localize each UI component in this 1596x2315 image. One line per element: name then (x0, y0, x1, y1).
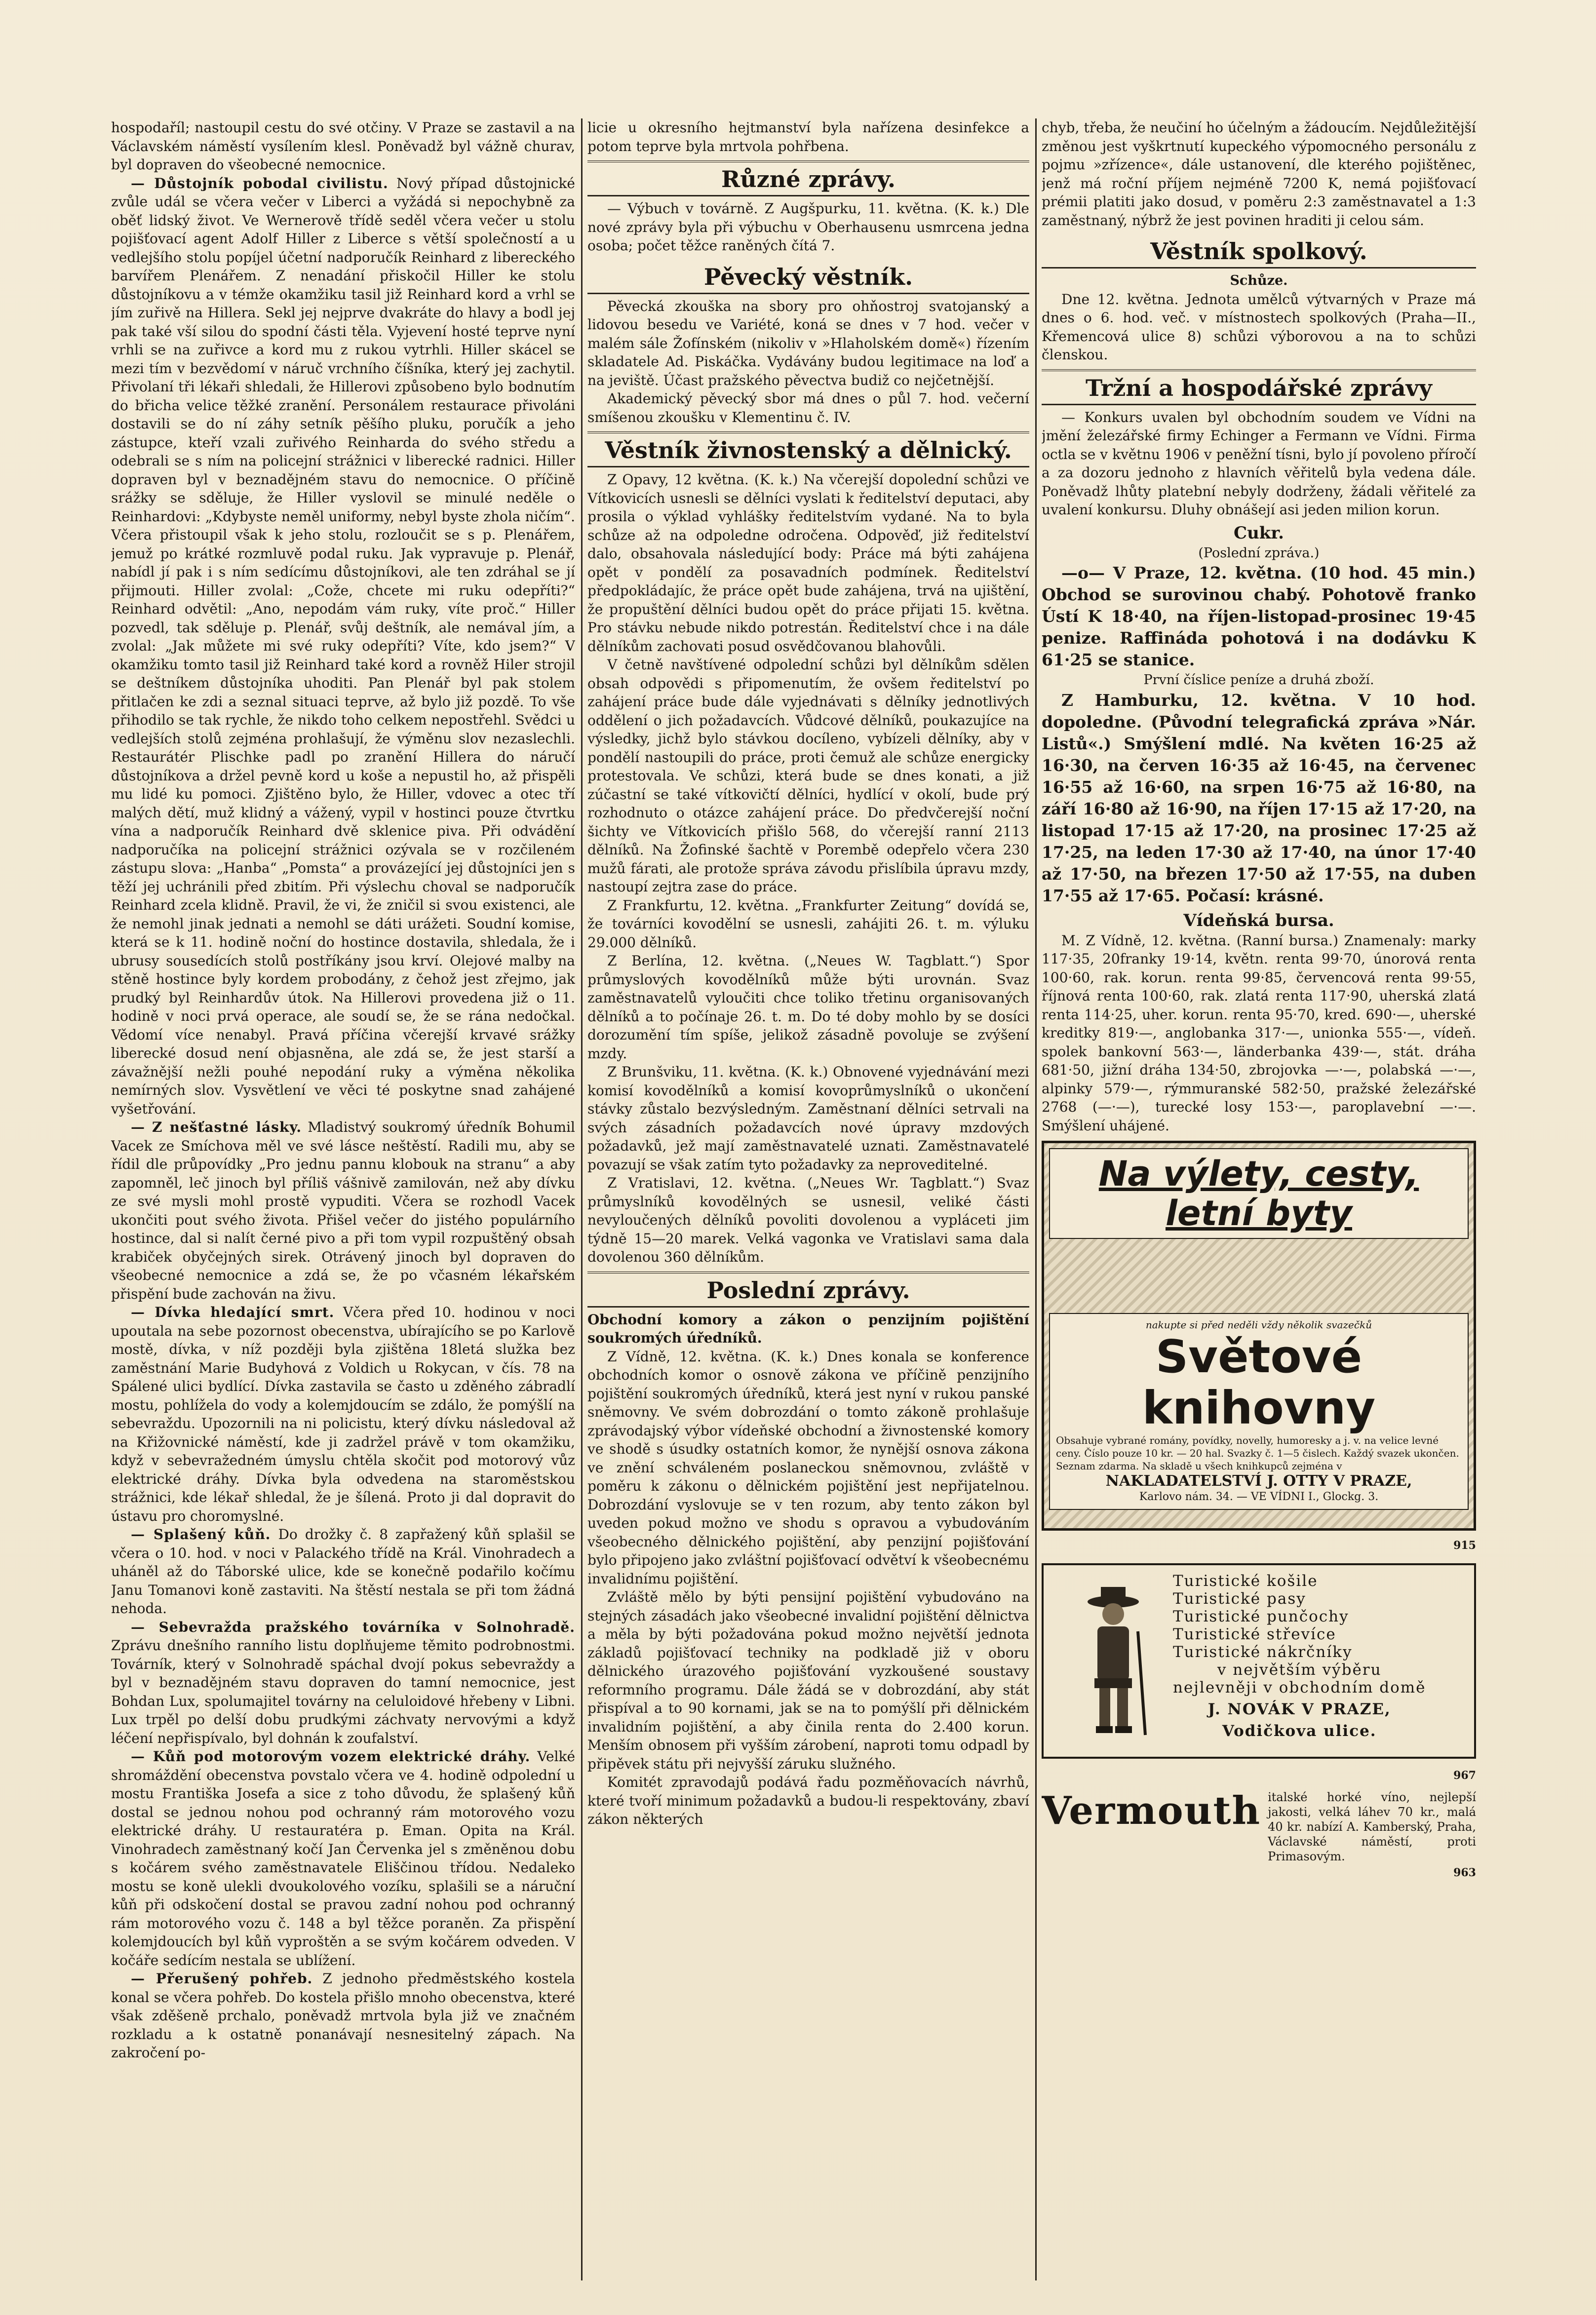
article-horse-under-tram: — Kůň pod motorovým vozem elektrické dráhy. Velké shromáždění obecenstva povstalo včera ve 4. hodině odpolední u mostu Františka Josefa a sice z toho důvodu, že splašený kůň dostal se jednou nohou pod ochranný rám motorového vozu elektrické dráhy. U restauratéra p. Eman. Opita na Král. Vinohradech zaměstnaný kočí Jan Červenka jel s změněnou dobu s kočárem svého zaměstnavatele Eliščinou třídou. Nedaleko mostu se koně ulekli dvoukolového vozíku, splašili se a náruční kůň při odskočení dostal se pravou zadní nohou pod ochranný rám motorového vozu č. 148 a byl těžce poraněn. Za přispění kolemjdoucích byl kůň vyproštěn a se svým kočárem odveden. V kočáře sedícím nestala se ublížení. (111, 1748, 575, 1968)
section-title-last-news: Poslední zprávy. (587, 1272, 1029, 1308)
ad-vermouth-brand: Vermouth (1042, 1788, 1261, 1833)
ad-vermouth-text: italské horké víno, nejlepší jakosti, velká láhev 70 kr., malá 40 kr. nabízí A. Kamberský, Praha, Václavské náměstí, proti Primasovým. (1268, 1790, 1476, 1863)
sugar-subtitle: (Poslední zpráva.) (1198, 545, 1320, 561)
tourist-line: Turistické košile (1173, 1572, 1318, 1590)
intro-paragraph: hospodaříl; nastoupil cestu do své otčiny. V Praze se zastavil a na Václavském náměstí vysílením klesl. Poněvadž byl vážně churav, byl dopraven do všeobecné nemocnice. (111, 119, 575, 173)
singing-notice-2: Akademický pěvecký sbor má dnes o půl 7. hod. večerní smíšenou zkoušku v Klementinu č. IV. (587, 390, 1029, 425)
article-factory-explosion: — Výbuch v továrně. Z Augšpurku, 11. května. (K. k.) Dle nové zprávy byla při výbuchu v Oberhausenu usmrcena jedna osoba; počet těžce raněných čítá 7. (587, 200, 1029, 254)
column-rule-2 (1035, 118, 1037, 2280)
article-unhappy-love: — Z nešťastné lásky. Mladistvý soukromý úředník Bohumil Vacek ze Smíchova měl ve své lásce neštěstí. Radili mu, aby se řídil dle průpovídky „Pro jednu pannu klobouk na stranu“ a aby zapomněl, leč jinoch byl příliš vášnivě zamilován, než aby dívku ze své mysli mohl prostě vypuditi. Včera se rozhodl Vacek ukončiti pout svého života. Přišel večer do jistého populárního hostince, dal si nalít černé pivo a při tom vypil rozpuštěný obsah krabiček obyčejných sirek. Otrávený jinoch byl dopraven do všeobecné nemocnice a zdá se, že po včasném lékařském přispění bude zachován na živu. (111, 1119, 575, 1302)
ad-brand-world-library: Světové knihovny (1142, 1330, 1376, 1434)
section-title-associations: Věstník spolkový. (1042, 234, 1476, 269)
trade-opava: Z Opavy, 12 května. (K. k.) Na včerejší dopolední schůzi ve Vítkovicích usnesli se dělníci vyslati k ředitelství deputaci, aby prosila o výklad vyhlášky ředitelstvím vydané. Na to byla schůze až na odpoledne odročena. Odpověď, již ředitelství dalo, obsahovala následující body: Práce má býti zahájena opět v pondělí za posavadních podmínek. Ředitelství předpokládajíc, že práce opět bude zahájena, trvá na ujištění, že propuštění dělníci budou opět do práce přijati 15. května. Pro stávku nebude nikdo potrestán. Ředitelství chce i na dále dělníkům zachovati posud osvědčovanou blahovůli. (587, 471, 1029, 655)
bourse-title: Vídeňská bursa. (1183, 910, 1334, 930)
sugar-hamburg: Z Hamburku, 12. května. V 10 hod. dopoledne. (Původní telegrafická zpráva »Nár. Listů«.) Smýšlení mdlé. Na květen 16·25 až 16·30, na červen 16·35 až 16·45, na červenec 16·55 až 16·60, na srpen 16·75 až 16·80, na září 16·80 až 16·90, na říjen 17·15 až 17·20, na listopad 17·15 až 17·20, na prosinec 17·25 až 17·25, na leden 17·30 až 17·40, na únor 17·40 až 17·50, na březen 17·50 až 17·55, na duben 17·55 až 17·65. Počasí: krásné. (1042, 690, 1476, 905)
ad-world-library-body (1049, 1313, 1469, 1510)
column-3 (1042, 118, 1476, 2280)
bourse-report: M. Z Vídně, 12. května. (Ranní bursa.) Znamenaly: marky 117·35, 20franky 19·14, květn. renta 99·70, únorová renta 100·60, rak. korun. renta 99·85, červencová renta 99·55, říjnová renta 100·60, rak. zlatá renta 117·90, uherská zlatá renta 114·25, uher. korun. renta 95·70, kred. 690·—, uherské kreditky 819·—, anglobanka 317·—, unionka 555·—, vídeň. spolek bankovní 563·—, länderbanka 439·—, stát. dráha 681·50, jižní dráha 134·50, zbrojovka —·—, polabská —·—, alpinky 579·—, rýmmuranské 582·50, pražské železářské 2768 (—·—), turecké losy 153·—, paroplavební —·—. Smýšlení uhájené. (1042, 932, 1476, 1134)
ad-number-967: 967 (1453, 1769, 1476, 1782)
article-officer-stabbing: — Důstojník pobodal civilistu. Nový případ důstojnické zvůle udál se včera večer v Liberci a vyžádá si nepochybně za oběť lidský život. Ve Wernerově třídě seděl včera večer u stolu pojišťovací agent Adolf Hiller z Liberce s větší společností a u vedlejšího stolu popíjel účetní nadporučík Reinhard z libereckého barvířem Plenářem. Z nenadání přiskočil Hiller ke stolu důstojníkovu a v témže okamžiku tasil již Reinhard kord a vrhl se jím zuřivě na Hillera. Sekl jej nejprve dvakráte do hlavy a bodl jej pak také vší silou do spodní části těla. Vyjevení hosté teprve nyní vrhli se na zuřivce a kord mu z rukou vytrhli. Hiller skácel se mezi tím v bezvědomí v náruč vrchního číšníka, který jej zachytil. Přivolaní tři lékaři shledali, že Hillerovi způsobeno bylo bodnutím do břicha velice těžké zranění. Personálem restaurace přivoláni dostavili se do ní záhy setník pěšího pluku, poručík a jeho zástupce, kteří vzali zuřivého Reinharda do svého středu a odebrali se s ním na policejní strážnici v liberecké radnici. Hiller dopraven byl v beznadějném stavu do nemocnice. O příčině srážky se sděluje, že Hiller vyslovil se minulé neděle o Reinhardovi: „Kdybyste neměl uniformy, nebyl byste zhola ničím“. Včera přistoupil však k jeho stolu, rozloučit se s p. Plenářem, jemuž po krátké rozmluvě podal ruku. Jak vypravuje p. Plenář, nabídl jí pak i s ním sedícímu důstojníkovi, ale ten zdráhal se jí přijmouti. Hiller zvolal: „Cože, chcete mi ruku odepříti?“ Reinhard odvětil: „Ano, nepodám vám ruky, víte proč.“ Hiller pozvedl, tak sděluje p. Plenář, svůj deštník, ale nemával jím, a zvolal: „Jak můžete mi své ruky odepříti? Víte, kdo jsem?“ V okamžiku tomto tasil již Reinhard také kord a rovněž Hiler strojil se deštníkem důstojníka uhoditi. Pan Plenář byl pak stolem přitlačen ke zdi a seznal situaci teprve, až bylo již pozdě. To vše přihodilo se tak rychle, že nikdo toho celkem nepostřehl. Svědci u vedlejších stolů zejména prohlašují, že výměnu slov nezaslechli. Restaurátér Plischke padl po zranění Hillera do náručí důstojníkova a držel pevně kord u koše a nepustil ho, až přispěli mu lidé ku pomoci. Zjištěno bylo, že Hiller, vdovec a otec tří malých dětí, muž klidný a vážený, vypil v hostinci pouze čtvrtku vína a nadporučík Reinhard dvě sklenice piva. Při odvádění nadporučíka na policejní strážnici ozývala se v rozčileném zástupu slova: „Hanba“ „Pomsta“ a provázející jej důstojníci jen s těží jej uchránili před zbitím. Při výslechu choval se nadporučík Reinhard zcela klidně. Pravil, že vi, že zničil si svou existenci, ale že nemohl jinak jednati a nemohl se dáti urážeti. Soudní komise, která se k 11. hodině noční do hostince dostavila, shledala, že i ubrusy sousedících stolů postříkány jsou krví. Olejové malby na stěně hostince byly kordem probodány, z čehož jest zřejmo, jak prudký byl Reinhardův útok. Na Hillerovi provedena již o 11. hodině v noci prvá operace, ale soudí se, že se rána nedočkal. Vědomí více nenabyl. Pravá příčina včerejší krvavé srážky liberecké dosud není objasněna, ale zdá se, že jest starší a závažnější nežli pouhé nepodání ruky a výměna několika nemírných slov. Vysvětlení ve věci té poskytne snad zahájené vyšetřování. (111, 175, 575, 1117)
tourist-shop-street: Vodičkova ulice. (1222, 1722, 1377, 1740)
ad-address: Karlovo nám. 34. — VE VÍDNI I., Glockg. 3. (1139, 1491, 1379, 1503)
section-title-trade: Věstník živnostenský a dělnický. (587, 431, 1029, 467)
ad-world-library-header (1049, 1148, 1469, 1239)
article-interrupted-funeral: — Přerušený pohřeb. Z jednoho předměstského kostela konal se včera pohřeb. Do kostela přišlo mnoho obecenstva, které však zděšeně prchalo, poněvadž mrtvola byla již ve značném rozkladu a k ostatně ponanávají nesnesitelný zápach. Na zakročení po- (111, 1970, 575, 2061)
column-1 (111, 118, 575, 2280)
ad-publisher: NAKLADATELSTVÍ J. OTTY V PRAZE, (1105, 1472, 1412, 1490)
ad-tourist-text (1173, 1572, 1426, 1750)
ad-title-trips: Na výlety, cesty, letní byty (1098, 1154, 1419, 1234)
tourist-line: Turistické nákrčníky (1173, 1643, 1353, 1661)
continued-text: licie u okresního hejtmanství byla nařízena desinfekce a potom teprve byla mrtvola pohřbena. (587, 119, 1029, 154)
hiker-illustration-icon (1059, 1582, 1158, 1740)
column-2 (587, 118, 1029, 2280)
ad-number-963: 963 (1453, 1866, 1476, 1879)
trade-brunswick: Z Brunšviku, 11. května. (K. k.) Obnovené vyjednávání mezi komisí kovodělníků a komisí kovoprůmyslníků o ukončení stávky zůstalo bezvýsledným. Zaměstnaní dělníci setrvali na svých zásadních požadavcích nové úpravy mzdových požadavků, jež mají zaměstnavatelé uznati. Zaměstnavatelé povazují se však zatím tyto požadavky za neproveditelné. (587, 1064, 1029, 1173)
section-title-singing: Pěvecký věstník. (587, 260, 1029, 294)
sugar-title: Cukr. (1234, 523, 1284, 543)
last-news-2: Zvláště mělo by býti pensijní pojištění vybudováno na stejných zásadách jako všeobecné invalidní pojištění dělnictva a měla by býti požadována pokud možno největší jednota základů pojišťovací techniky na podkladě již v oboru dělnického úrazového pojišťování vyzkoušené soustavy reformního programu. Dále žádá se v dobrozdání, aby stát přispíval a to 90 kornami, jak se na to pomýšlí při dělnickém invalidním pojištění, a aby činila renta do 2.400 korun. Menším obnosem při vyšším zárobení, naproti tomu odpadl by připěvek státu při nejvyšší záruku služného. (587, 1589, 1029, 1772)
singing-notice-1: Pěvecká zkouška na sbory pro ohňostroj svatojanský a lidovou besedu ve Variété, koná se dnes v 7 hod. večer v malém sále Žofínském (nikoliv v »Hlaholském domě«) řízením skladatele Ad. Piskáčka. Vydávány budou legitimace na loď a na jeviště. Účast pražského pěvectva budiž co nejčetnější. (587, 298, 1029, 388)
ad-tourist-goods (1042, 1563, 1476, 1759)
article-manufacturer-suicide: — Sebevražda pražského továrníka v Solnohradě. Zprávu dnešního ranního listu doplňujeme těmito podrobnostmi. Továrník, který v Solnohradě spáchal dvojí pokus sebevraždy a byl v beznadějném stavu dopraven do tamní nemocnice, jest Bohdan Lux, spolumajitel továrny na celuloidové hřebeny v Libni. Lux trpěl po delší dobu prudkými záchvaty nervovými a když léčení nepřispívalo, byl dohnán k zoufalství. (111, 1619, 575, 1746)
tourist-line: Turistické střevíce (1173, 1625, 1336, 1643)
article-runaway-horse: — Splašený kůň. Do drožky č. 8 zapřažený kůň splašil se včera o 10. hod. v noci v Palackého třídě na Král. Vinohradech a uháněl až do Táborské ulice, kde se konečně podařilo kočímu Janu Tomanovi koně zastaviti. Na štěstí nestala se při tom žádná nehoda. (111, 1526, 575, 1617)
associations-subtitle: Schůze. (1230, 273, 1288, 288)
article-girl-seeking-death: — Dívka hledající smrt. Včera před 10. hodinou v noci upoutala na sebe pozornost obecenstva, ubírajícího se po Karlově mostě, dívka, v níž později byla zjištěna 18letá služka bez zaměstnání Marie Budyhová z Voldich u Rokycan, v čís. 78 na Spálené ulici bydlící. Dívka zastavila se často u zděného zábradlí mostu, pohlížela do vody a kolemjdoucím se zdálo, že pomýšlí na sebevraždu. Upozornili na ni policistu, který dívku následoval až na Křižovnické náměstí, kde ji zadržel právě v tom okamžiku, když v sebevražedném úmyslu chtěla skočit pod motorový vůz elektrické dráhy. Dívka byla odvedena na staroměstskou strážnici, kde lékař shledal, že je šílená. Proto ji dal dopravit do ústavu pro choromyslné. (111, 1304, 575, 1524)
section-title-market: Tržní a hospodářské zprávy (1042, 369, 1476, 405)
trade-frankfurt: Z Frankfurtu, 12. května. „Frankfurter Zeitung“ dovídá se, že továrníci kovodělní se usnesli, zahájiti 26. t. m. výluku 29.000 dělníků. (587, 897, 1029, 951)
tourist-line: nejlevněji v obchodním domě (1173, 1678, 1426, 1697)
tourist-line: Turistické punčochy (1173, 1607, 1349, 1625)
trade-berlin: Z Berlína, 12. května. („Neues W. Tagblatt.“) Spor průmyslových kovodělníků může býti urovnán. Svaz zaměstnavatelů vyloučiti chce toliko třetinu organisovaných dělníků a to počínaje 26. t. m. Do té doby mohlo by se dosíci dorozumění tím spíše, jelikož zásadně povoluje se zvýšení mzdy. (587, 953, 1029, 1062)
last-news-1: Z Vídně, 12. května. (K. k.) Dnes konala se konference obchodních komor o osnově zákona ve příčině penzijního pojištění soukromých úředníků, která jest nyní v rukou panské sněmovny. Ve svém dobrozdání o tomto zákoně prohlašuje zprávodajský výbor vídeňské obchodní a živnostenské komory ve shodě s úsudky ostatních komor, že nynější osnova zákona ve znění schváleném poslaneckou sněmovnou, zvláště v poměru k zákonu o dělnickém pojištění jest nepřijatelnou. Dobrozdání vyslovuje se v ten rozum, aby tento zákon byl uveden pokud možno ve shodu s opravou a vybudováním všeobecného dělnického pojištění, aby penzijní pojišťování bylo připojeno jako zvláštní pojišťovací odvětví k všeobecnému invalidnímu pojištění. (587, 1348, 1029, 1587)
tourist-figure-icon (1051, 1572, 1165, 1750)
tourist-line: Turistické pasy (1173, 1589, 1306, 1608)
section-title-various-news: Různé zprávy. (587, 160, 1029, 196)
trade-opava-2: V četně navštívené odpolední schůzi byl dělníkům sdělen obsah odpovědi s připomenutím, že ovšem ředitelství po zahájení práce bude dále vyjednávati s dělníky jednotlivých oddělení o jich požadavcích. Vůdcové dělníků, poukazujíce na výsledky, jichž bylo stávkou docíleno, vybízeli dělníky, aby v pondělí nastoupili do práce, proti čemuž ale schůze energicky protestovala. Ve schůzi, která bude se dnes konati, a již zúčastní se také vítkovičtí dělníci, hydlící v okolí, bude prý rozhodnuto o otázce zahájení práce. Do předvčerejší noční šichty ve Vítkovicích přišlo 568, do včerejší ranní 2113 dělníků. Na Žofinské šachtě v Porembě odepřelo včera 230 mužů fárati, ale protože správa závodu přislíbila úpravu mzdy, nastoupí zejtra zase do práce. (587, 656, 1029, 895)
ad-description: Obsahuje vybrané romány, povídky, novelly, humoresky a j. v. na velice levné ceny. Číslo pouze 10 kr. — 20 hal. Svazky č. 1—5 čislech. Každý svazek ukončen. Seznam zdarma. Na skladě u všech knihkupců zejména v (1056, 1434, 1459, 1472)
market-bankruptcy: — Konkurs uvalen byl obchodním soudem ve Vídni na jmění železářské firmy Echinger a Fermann ve Vídni. Firma octla se v květnu 1906 v peněžní tísni, bylo jí povoleno příročí a za dozoru jednoho z hlavních věřitelů byla vedena dále. Poněvadž lhůty platební nebyly dodrženy, žádali věřitelé za uvalení konkursu. Dluhy obnášejí asi jeden milion korun. (1042, 409, 1476, 518)
ad-number-915: 915 (1453, 1539, 1476, 1552)
sugar-note: První číslice peníze a druhá zboží. (1143, 672, 1374, 688)
associations-notice: Dne 12. května. Jednota umělců výtvarných v Praze má dnes o 6. hod. več. v místnostech spolkových (Praha—II., Křemencová ulice 8) schůzi výborovou a na to schůzi členskou. (1042, 291, 1476, 363)
last-news-3: Komitét zpravodajů podává řadu pozměňovacích návrhů, které tvoří minimum požadavků a budou-li respektovány, zbaví zákon některých (587, 1774, 1029, 1827)
continued-text: chyb, třeba, že neučiní ho účelným a žádoucím. Nejdůležitější změnou jest vyškrtnutí kupeckého výpomocného personálu z pojmu »zřízence«, dále ustanovení, dle kterého pojištěnec, jenž má roční příjem nejméně 7200 K, nemá pojišťovací prémii platiti jako dosud, v poměru 2:3 zaměstnavatel a 1:3 zaměstnaný, nýbrž že jest povinen hraditi ji celou sám. (1042, 119, 1476, 229)
tourist-shop-name: J. NOVÁK V PRAZE, (1207, 1700, 1391, 1718)
trade-wroclaw: Z Vratislavi, 12. května. („Neues Wr. Tagblatt.“) Svaz průmyslníků kovodělných se usnesil, veliké části nevyloučených dělníků povoliti dovolenou a vypláceti jim týdně 15—20 marek. Velká vagonka ve Vratislavi sama dala dovolenou 360 dělníkům. (587, 1175, 1029, 1265)
sugar-prague: —o— V Praze, 12. května. (10 hod. 45 min.) Obchod se surovinou chabý. Pohotově franko Ústí K 18·40, na říjen-listopad-prosinec 19·45 penize. Raffináda pohotová i na dodávku K 61·25 se stanice. (1042, 563, 1476, 669)
ad-subtitle: nakupte si před neděli vždy několik svazečků (1145, 1319, 1372, 1331)
tourist-line: v největším výběru (1217, 1660, 1382, 1679)
ad-vermouth (1042, 1790, 1476, 1864)
column-rule-1 (581, 118, 583, 2280)
last-news-subtitle: Obchodní komory a zákon o penzijním pojištění soukromých úředníků. (587, 1311, 1029, 1346)
ad-world-library (1042, 1141, 1476, 1531)
